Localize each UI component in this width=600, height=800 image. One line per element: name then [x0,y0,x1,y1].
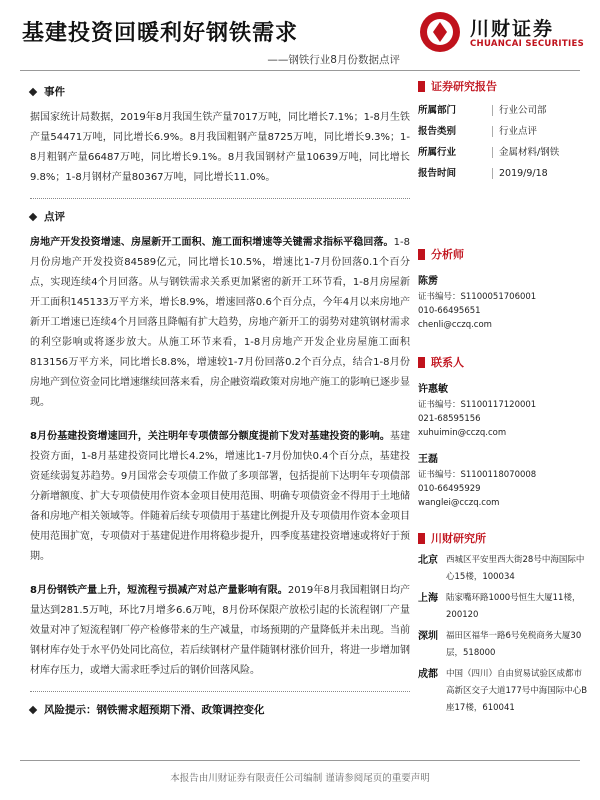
company-logo [420,12,590,56]
contact-email[interactable]: xuhuimin@cczq.com [418,428,507,438]
contact-heading: 联系人 [418,354,588,370]
info-row: 所属部门 行业公司部 [418,105,547,116]
event-paragraph: 据国家统计局数据，2019年8月我国生铁产量7017万吨，同比增长7.1%；1-8月生铁产量54471万吨，同比增长6.9%。8月我国粗钢产量8725万吨，同比增长9.3%；1-8月粗钢产量66487万吨，同比增长9.1%。8月我国钢材产量10639万吨，同比增长9.8%；1-8月钢材产量80367万吨，同比增长11.0%。 [30,112,410,183]
event-heading: 事件 [30,84,410,99]
section-divider [30,198,410,199]
report-info-list [418,100,588,184]
red-marker-icon [418,249,425,260]
contact-card: 许惠敏 证书编号：S1100117120001 021-68595156 xuhuimin@cczq.com [418,382,588,440]
logo-cn: 川财证券 [470,18,555,40]
info-row: 报告类别 行业点评 [418,126,538,137]
info-row: 所属行业 金属材料/钢铁 [418,147,560,158]
report-title: 基建投资回暖利好钢铁需求 [22,20,299,46]
info-row: 报告时间 2019/9/18 [418,168,548,179]
office-address: 成都 中国（四川）自由贸易试验区成都市高新区交子大道177号中海国际中心B座17楼，610041 [418,669,588,713]
contact-email[interactable]: wanglei@cczq.com [418,498,500,508]
diamond-bullet-icon [29,705,37,713]
analyst-heading: 分析师 [418,246,588,262]
comment-paragraph-3: 8月份钢铁产量上升，短流程亏损减产对总产量影响有限。2019年8月我国粗钢日均产量达到281.5万吨，环比7月增多6.6万吨，8月份环保限产放松引起的长流程钢厂产量效量对冲了短流程钢厂停产检修带来的生产减量，市场预期的产量降低并未出现。当前钢材库存处于水平仍处同比高位，若后续钢材产量伴随钢材涨价回升，将进一步增加钢材库存压力，或增大需求旺季过后的钢价回落风险。 [30,585,410,676]
risk-warning: 风险提示：钢铁需求超预期下滑、政策调控变化 [30,702,410,717]
analyst-card: 陈雳 证书编号：S1100051706001 010-66495651 chenli@cczq.com [418,274,588,332]
red-marker-icon [418,357,425,368]
comment-heading: 点评 [30,209,410,224]
diamond-bullet-icon [29,212,37,220]
comment-paragraph-2: 8月份基建投资增速回升，关注明年专项债部分额度提前下发对基建投资的影响。基建投资方面，1-8月基建投资同比增长4.2%，增速比1-7月份加快0.4个百分点，基建投资延续弱复苏趋势。9月国常会专项债工作做了多项部署，包括提前下达明年专项债部分新增额度、扩大专项债使用作资本金项目使用范围、明确专项债资金不得用于土地储备和房地产相关领域等。伴随着后续专项债用于基建比例提升及专项债用作资本金项目使用范围扩宽，专项债对于基建促进作用将稳步提升，四季度基建投资增速或将好于预期。 [30,431,411,562]
analyst-email[interactable]: chenli@cczq.com [418,320,492,330]
office-address: 深圳 福田区福华一路6号免税商务大厦30层，518000 [418,631,582,658]
logo-en: CHUANCAI SECURITIES [470,39,584,49]
footer-divider [20,760,580,761]
header-divider [20,70,580,71]
sidebar [418,78,588,721]
institute-heading: 川财研究所 [418,530,588,546]
logo-mark-icon [420,12,460,52]
red-marker-icon [418,81,425,92]
section-divider [30,691,410,692]
office-address: 上海 陆家嘴环路1000号恒生大厦11楼，200120 [418,593,581,620]
main-content [30,84,410,726]
report-subtitle: ——钢铁行业8月份数据点评 [267,54,400,66]
footer-disclaimer: 本报告由川财证券有限责任公司编制 谨请参阅尾页的重要声明 [170,773,430,784]
diamond-bullet-icon [29,87,37,95]
report-info-heading: 证券研究报告 [418,78,588,94]
office-address: 北京 西城区平安里西大街28号中海国际中心15楼，100034 [418,555,585,582]
comment-paragraph-1: 房地产开发投资增速、房屋新开工面积、施工面积增速等关键需求指标平稳回落。1-8月份房地产开发投资84589亿元，同比增长10.5%，增速比1-7月份回落0.1个百分点，实现连续4个月回落。从与钢铁需求关系更加紧密的新开工环节看，1-8月房屋新开工面积145133万平方米，增长8.9%，增速回落0.6个百分点，今年4月以来房地产新开工增速已连续4个月回落且降幅有扩大趋势，房地产新开工的弱势对建筑钢材需求的利空影响或将逐步放大。从施工环节来看，1-8月房地产开发企业房屋施工面积813156万平方米，同比增长8.8%，增速较1-7月份回落0.2个百分点，结合1-8月份房地产到位资金同比增速继续回落来看，房企融资端政策对房地产施工的影响已逐步显现。 [30,237,410,408]
contact-card: 王磊 证书编号：S1100118070008 010-66495929 wanglei@cczq.com [418,452,588,510]
red-marker-icon [418,533,425,544]
